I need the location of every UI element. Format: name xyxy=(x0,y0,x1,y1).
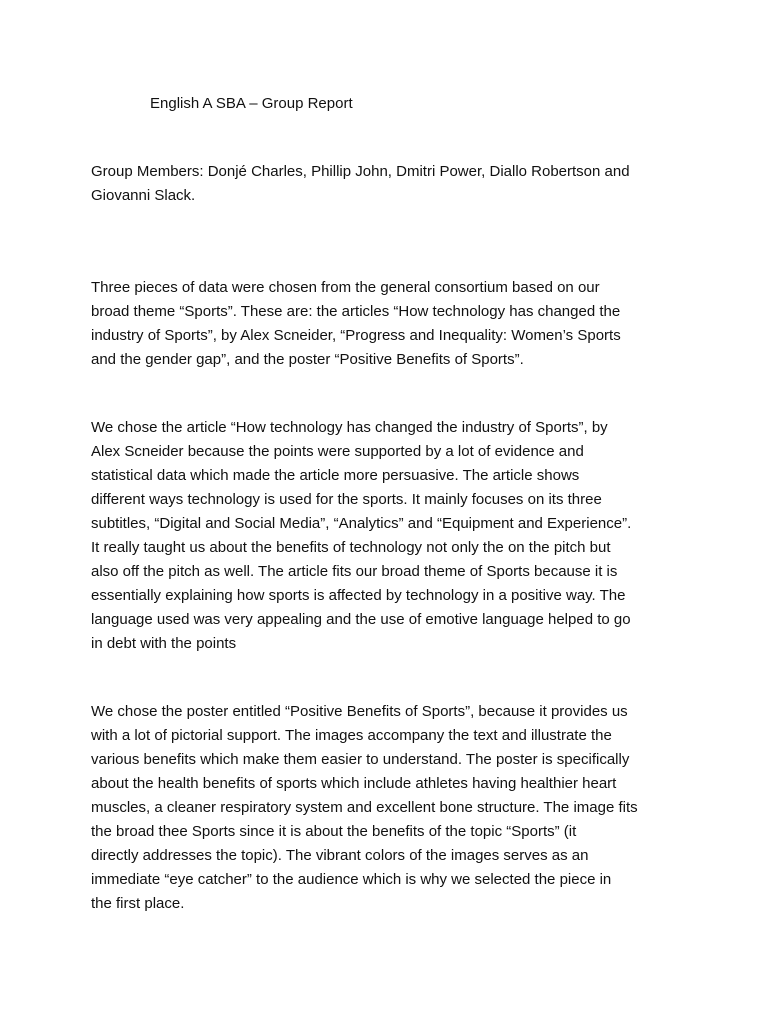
text-line: with a lot of pictorial support. The images accompany the text and illustrate the xyxy=(91,727,612,744)
text-line: Group Members: Donjé Charles, Phillip John, Dmitri Power, Diallo Robertson and xyxy=(91,163,630,180)
text-line: industry of Sports”, by Alex Scneider, “Progress and Inequality: Women’s Sports xyxy=(91,327,621,344)
text-line: directly addresses the topic). The vibrant colors of the images serves as an xyxy=(91,847,589,864)
document-title: English A SBA – Group Report xyxy=(150,95,353,112)
text-line: We chose the article “How technology has changed the industry of Sports”, by xyxy=(91,419,608,436)
text-line: the first place. xyxy=(91,895,185,912)
text-line: Alex Scneider because the points were supported by a lot of evidence and xyxy=(91,443,584,460)
text-line: also off the pitch as well. The article fits our broad theme of Sports because it is xyxy=(91,563,618,580)
paragraph-group-members xyxy=(91,160,681,208)
text-line: We chose the poster entitled “Positive Benefits of Sports”, because it provides us xyxy=(91,703,628,720)
text-line: subtitles, “Digital and Social Media”, “Analytics” and “Equipment and Experience”. xyxy=(91,515,632,532)
text-line: Giovanni Slack. xyxy=(91,187,196,204)
text-line: Three pieces of data were chosen from the general consortium based on our xyxy=(91,279,600,296)
text-line: statistical data which made the article more persuasive. The article shows xyxy=(91,467,580,484)
text-line: immediate “eye catcher” to the audience which is why we selected the piece in xyxy=(91,871,612,888)
text-line: and the gender gap”, and the poster “Positive Benefits of Sports”. xyxy=(91,351,524,368)
paragraph-poster-choice xyxy=(91,700,681,916)
paragraph-article-choice xyxy=(91,416,681,656)
text-line: in debt with the points xyxy=(91,635,237,652)
text-line: various benefits which make them easier to understand. The poster is specifically xyxy=(91,751,630,768)
text-line: essentially explaining how sports is affected by technology in a positive way. The xyxy=(91,587,626,604)
text-line: about the health benefits of sports which include athletes having healthier heart xyxy=(91,775,617,792)
text-line: It really taught us about the benefits of technology not only the on the pitch but xyxy=(91,539,611,556)
text-line: different ways technology is used for the sports. It mainly focuses on its three xyxy=(91,491,602,508)
text-line: the broad thee Sports since it is about the benefits of the topic “Sports” (it xyxy=(91,823,577,840)
text-line: broad theme “Sports”. These are: the articles “How technology has changed the xyxy=(91,303,621,320)
paragraph-data-pieces xyxy=(91,276,681,372)
text-line: muscles, a cleaner respiratory system and excellent bone structure. The image fits xyxy=(91,799,638,816)
text-line: language used was very appealing and the use of emotive language helped to go xyxy=(91,611,631,628)
